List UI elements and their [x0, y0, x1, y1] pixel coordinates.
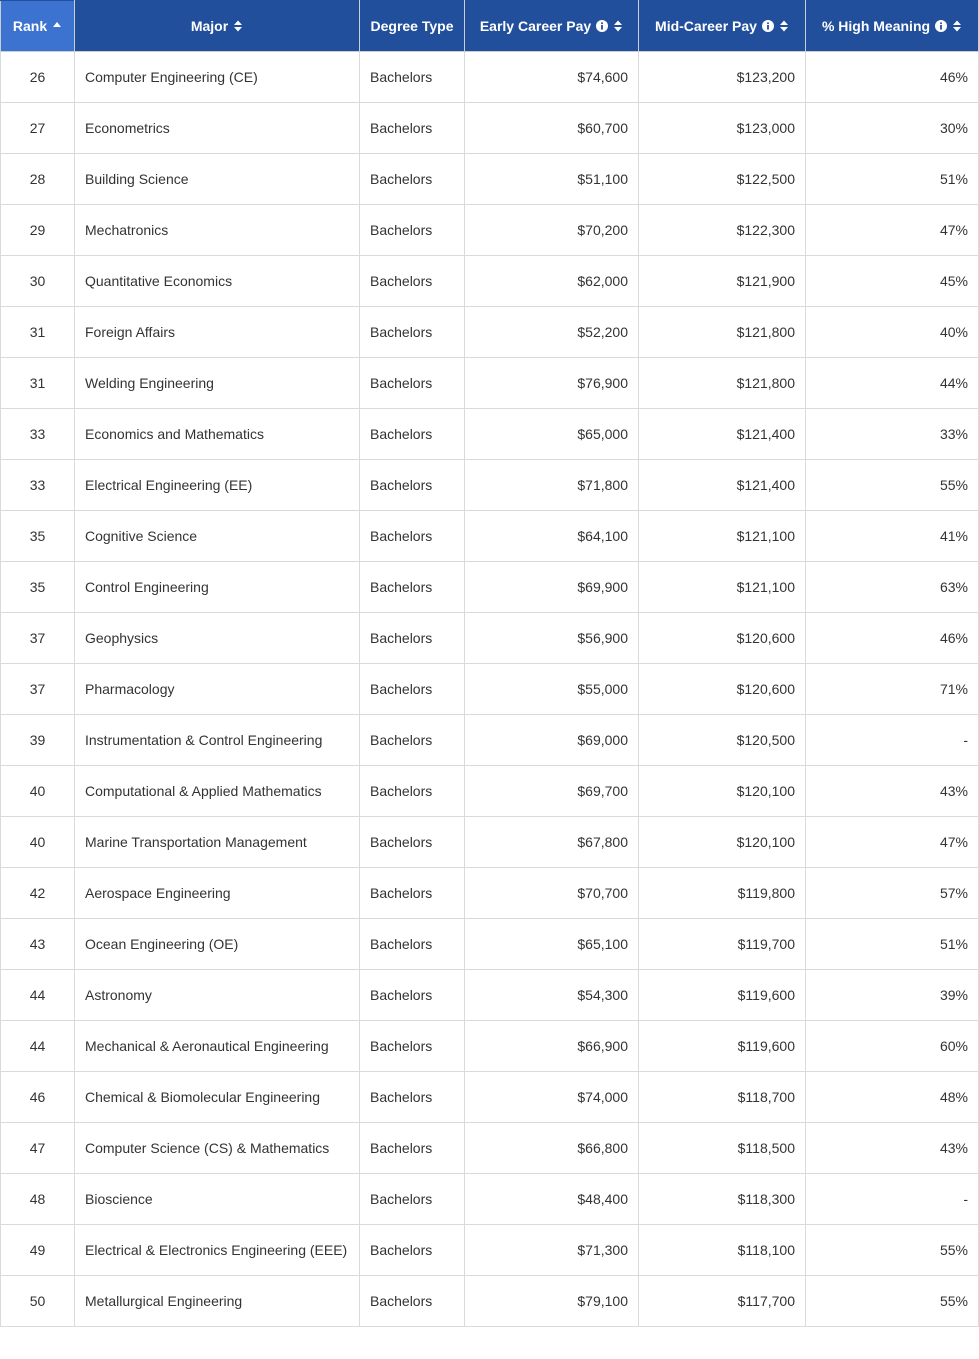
- cell-early-career-pay: $69,000: [465, 715, 639, 766]
- cell-high-meaning: -: [806, 1174, 979, 1225]
- table-row: [1, 1225, 979, 1276]
- cell-degree-type: Bachelors: [360, 307, 465, 358]
- cell-rank: 33: [1, 460, 75, 511]
- cell-rank: 30: [1, 256, 75, 307]
- cell-high-meaning: 51%: [806, 154, 979, 205]
- cell-early-career-pay: $74,600: [465, 52, 639, 103]
- cell-degree-type: Bachelors: [360, 1021, 465, 1072]
- cell-rank: 29: [1, 205, 75, 256]
- cell-mid-career-pay: $117,700: [639, 1276, 806, 1327]
- cell-major: Computer Science (CS) & Mathematics: [75, 1123, 360, 1174]
- cell-major: Control Engineering: [75, 562, 360, 613]
- cell-major: Economics and Mathematics: [75, 409, 360, 460]
- table-row: [1, 511, 979, 562]
- cell-major: Econometrics: [75, 103, 360, 154]
- cell-major: Ocean Engineering (OE): [75, 919, 360, 970]
- column-header-high-meaning-label: % High Meaning: [821, 18, 931, 34]
- table-row: [1, 103, 979, 154]
- cell-high-meaning: 47%: [806, 205, 979, 256]
- cell-degree-type: Bachelors: [360, 562, 465, 613]
- cell-early-career-pay: $74,000: [465, 1072, 639, 1123]
- column-header-early-career-pay-label: Early Career Pay: [479, 18, 592, 34]
- table-row: [1, 358, 979, 409]
- table-row: [1, 460, 979, 511]
- cell-high-meaning: 45%: [806, 256, 979, 307]
- cell-major: Welding Engineering: [75, 358, 360, 409]
- cell-mid-career-pay: $120,500: [639, 715, 806, 766]
- cell-degree-type: Bachelors: [360, 1225, 465, 1276]
- sort-icon[interactable]: [233, 19, 243, 33]
- cell-high-meaning: 55%: [806, 1225, 979, 1276]
- cell-early-career-pay: $69,700: [465, 766, 639, 817]
- cell-rank: 28: [1, 154, 75, 205]
- cell-mid-career-pay: $121,900: [639, 256, 806, 307]
- cell-high-meaning: 47%: [806, 817, 979, 868]
- cell-major: Chemical & Biomolecular Engineering: [75, 1072, 360, 1123]
- cell-major: Aerospace Engineering: [75, 868, 360, 919]
- cell-rank: 33: [1, 409, 75, 460]
- cell-degree-type: Bachelors: [360, 766, 465, 817]
- cell-degree-type: Bachelors: [360, 664, 465, 715]
- cell-early-career-pay: $79,100: [465, 1276, 639, 1327]
- table-row: [1, 154, 979, 205]
- column-header-degree-type-label: Degree Type: [370, 18, 454, 34]
- cell-high-meaning: 55%: [806, 460, 979, 511]
- cell-early-career-pay: $76,900: [465, 358, 639, 409]
- cell-mid-career-pay: $119,700: [639, 919, 806, 970]
- info-icon[interactable]: [596, 20, 608, 32]
- cell-early-career-pay: $69,900: [465, 562, 639, 613]
- cell-mid-career-pay: $123,000: [639, 103, 806, 154]
- cell-high-meaning: 71%: [806, 664, 979, 715]
- cell-rank: 50: [1, 1276, 75, 1327]
- info-icon[interactable]: [762, 20, 774, 32]
- cell-mid-career-pay: $122,500: [639, 154, 806, 205]
- table-header: [1, 1, 979, 52]
- cell-degree-type: Bachelors: [360, 1174, 465, 1225]
- cell-rank: 40: [1, 766, 75, 817]
- cell-mid-career-pay: $118,700: [639, 1072, 806, 1123]
- table-row: [1, 1123, 979, 1174]
- cell-rank: 44: [1, 1021, 75, 1072]
- cell-major: Instrumentation & Control Engineering: [75, 715, 360, 766]
- cell-high-meaning: 30%: [806, 103, 979, 154]
- cell-major: Cognitive Science: [75, 511, 360, 562]
- cell-high-meaning: 39%: [806, 970, 979, 1021]
- cell-early-career-pay: $56,900: [465, 613, 639, 664]
- cell-degree-type: Bachelors: [360, 460, 465, 511]
- table-row: [1, 52, 979, 103]
- cell-rank: 44: [1, 970, 75, 1021]
- cell-degree-type: Bachelors: [360, 409, 465, 460]
- cell-high-meaning: 44%: [806, 358, 979, 409]
- cell-mid-career-pay: $121,800: [639, 307, 806, 358]
- cell-degree-type: Bachelors: [360, 103, 465, 154]
- cell-early-career-pay: $65,100: [465, 919, 639, 970]
- cell-mid-career-pay: $123,200: [639, 52, 806, 103]
- cell-major: Electrical Engineering (EE): [75, 460, 360, 511]
- cell-major: Computational & Applied Mathematics: [75, 766, 360, 817]
- cell-major: Quantitative Economics: [75, 256, 360, 307]
- cell-high-meaning: 33%: [806, 409, 979, 460]
- sort-ascending-icon[interactable]: [52, 19, 62, 33]
- cell-rank: 46: [1, 1072, 75, 1123]
- cell-early-career-pay: $51,100: [465, 154, 639, 205]
- cell-degree-type: Bachelors: [360, 1276, 465, 1327]
- cell-high-meaning: 48%: [806, 1072, 979, 1123]
- cell-mid-career-pay: $121,400: [639, 460, 806, 511]
- column-header-mid-career-pay[interactable]: [639, 1, 806, 52]
- cell-major: Astronomy: [75, 970, 360, 1021]
- cell-degree-type: Bachelors: [360, 613, 465, 664]
- cell-mid-career-pay: $121,400: [639, 409, 806, 460]
- cell-rank: 26: [1, 52, 75, 103]
- cell-degree-type: Bachelors: [360, 868, 465, 919]
- cell-major: Computer Engineering (CE): [75, 52, 360, 103]
- column-header-early-career-pay[interactable]: [465, 1, 639, 52]
- table-row: [1, 205, 979, 256]
- table-row: [1, 409, 979, 460]
- cell-high-meaning: 43%: [806, 1123, 979, 1174]
- cell-rank: 47: [1, 1123, 75, 1174]
- cell-mid-career-pay: $119,800: [639, 868, 806, 919]
- table-row: [1, 562, 979, 613]
- column-header-rank-label: Rank: [12, 18, 48, 34]
- cell-early-career-pay: $65,000: [465, 409, 639, 460]
- cell-major: Metallurgical Engineering: [75, 1276, 360, 1327]
- cell-high-meaning: 60%: [806, 1021, 979, 1072]
- sort-icon[interactable]: [613, 19, 623, 33]
- cell-degree-type: Bachelors: [360, 817, 465, 868]
- cell-major: Building Science: [75, 154, 360, 205]
- cell-rank: 43: [1, 919, 75, 970]
- cell-major: Mechatronics: [75, 205, 360, 256]
- cell-high-meaning: 43%: [806, 766, 979, 817]
- table-row: [1, 817, 979, 868]
- cell-high-meaning: 40%: [806, 307, 979, 358]
- cell-mid-career-pay: $121,100: [639, 511, 806, 562]
- table-row: [1, 766, 979, 817]
- cell-mid-career-pay: $120,100: [639, 766, 806, 817]
- cell-rank: 27: [1, 103, 75, 154]
- cell-early-career-pay: $67,800: [465, 817, 639, 868]
- cell-rank: 31: [1, 358, 75, 409]
- sort-icon[interactable]: [952, 19, 962, 33]
- cell-rank: 48: [1, 1174, 75, 1225]
- table-row: [1, 868, 979, 919]
- column-header-rank[interactable]: [1, 1, 75, 52]
- cell-degree-type: Bachelors: [360, 1072, 465, 1123]
- table-row: [1, 919, 979, 970]
- table-row: [1, 715, 979, 766]
- cell-early-career-pay: $70,200: [465, 205, 639, 256]
- cell-early-career-pay: $48,400: [465, 1174, 639, 1225]
- cell-high-meaning: -: [806, 715, 979, 766]
- cell-high-meaning: 41%: [806, 511, 979, 562]
- column-header-high-meaning[interactable]: [806, 1, 979, 52]
- cell-high-meaning: 51%: [806, 919, 979, 970]
- table-row: [1, 1072, 979, 1123]
- cell-high-meaning: 63%: [806, 562, 979, 613]
- cell-major: Marine Transportation Management: [75, 817, 360, 868]
- cell-degree-type: Bachelors: [360, 1123, 465, 1174]
- cell-mid-career-pay: $119,600: [639, 1021, 806, 1072]
- cell-mid-career-pay: $122,300: [639, 205, 806, 256]
- cell-early-career-pay: $71,800: [465, 460, 639, 511]
- cell-rank: 37: [1, 613, 75, 664]
- cell-rank: 42: [1, 868, 75, 919]
- cell-high-meaning: 57%: [806, 868, 979, 919]
- cell-rank: 39: [1, 715, 75, 766]
- cell-mid-career-pay: $120,600: [639, 664, 806, 715]
- cell-rank: 49: [1, 1225, 75, 1276]
- cell-major: Electrical & Electronics Engineering (EEE): [75, 1225, 360, 1276]
- cell-major: Foreign Affairs: [75, 307, 360, 358]
- cell-mid-career-pay: $120,600: [639, 613, 806, 664]
- cell-early-career-pay: $54,300: [465, 970, 639, 1021]
- table-row: [1, 256, 979, 307]
- cell-mid-career-pay: $120,100: [639, 817, 806, 868]
- cell-mid-career-pay: $121,800: [639, 358, 806, 409]
- cell-degree-type: Bachelors: [360, 970, 465, 1021]
- cell-rank: 40: [1, 817, 75, 868]
- column-header-degree-type: [360, 1, 465, 52]
- cell-high-meaning: 55%: [806, 1276, 979, 1327]
- cell-early-career-pay: $60,700: [465, 103, 639, 154]
- table-row: [1, 1174, 979, 1225]
- cell-rank: 35: [1, 511, 75, 562]
- cell-early-career-pay: $55,000: [465, 664, 639, 715]
- cell-early-career-pay: $70,700: [465, 868, 639, 919]
- cell-degree-type: Bachelors: [360, 715, 465, 766]
- column-header-mid-career-pay-label: Mid-Career Pay: [655, 18, 757, 34]
- table-row: [1, 1021, 979, 1072]
- info-icon[interactable]: [935, 20, 947, 32]
- table-row: [1, 1276, 979, 1327]
- cell-rank: 31: [1, 307, 75, 358]
- cell-major: Pharmacology: [75, 664, 360, 715]
- cell-degree-type: Bachelors: [360, 919, 465, 970]
- cell-early-career-pay: $66,800: [465, 1123, 639, 1174]
- cell-mid-career-pay: $118,100: [639, 1225, 806, 1276]
- cell-rank: 35: [1, 562, 75, 613]
- cell-early-career-pay: $52,200: [465, 307, 639, 358]
- sort-icon[interactable]: [779, 19, 789, 33]
- cell-early-career-pay: $66,900: [465, 1021, 639, 1072]
- cell-early-career-pay: $71,300: [465, 1225, 639, 1276]
- cell-mid-career-pay: $121,100: [639, 562, 806, 613]
- header-row: [1, 1, 979, 52]
- cell-early-career-pay: $62,000: [465, 256, 639, 307]
- cell-mid-career-pay: $118,300: [639, 1174, 806, 1225]
- cell-rank: 37: [1, 664, 75, 715]
- table-row: [1, 970, 979, 1021]
- table-row: [1, 664, 979, 715]
- column-header-major-label: Major: [190, 18, 229, 34]
- table-row: [1, 307, 979, 358]
- cell-major: Bioscience: [75, 1174, 360, 1225]
- cell-degree-type: Bachelors: [360, 358, 465, 409]
- cell-early-career-pay: $64,100: [465, 511, 639, 562]
- cell-degree-type: Bachelors: [360, 256, 465, 307]
- cell-high-meaning: 46%: [806, 613, 979, 664]
- cell-degree-type: Bachelors: [360, 154, 465, 205]
- cell-mid-career-pay: $119,600: [639, 970, 806, 1021]
- cell-degree-type: Bachelors: [360, 511, 465, 562]
- cell-degree-type: Bachelors: [360, 52, 465, 103]
- table-row: [1, 613, 979, 664]
- cell-major: Mechanical & Aeronautical Engineering: [75, 1021, 360, 1072]
- cell-mid-career-pay: $118,500: [639, 1123, 806, 1174]
- cell-major: Geophysics: [75, 613, 360, 664]
- cell-degree-type: Bachelors: [360, 205, 465, 256]
- table-body: [1, 52, 979, 1327]
- column-header-major[interactable]: [75, 1, 360, 52]
- cell-high-meaning: 46%: [806, 52, 979, 103]
